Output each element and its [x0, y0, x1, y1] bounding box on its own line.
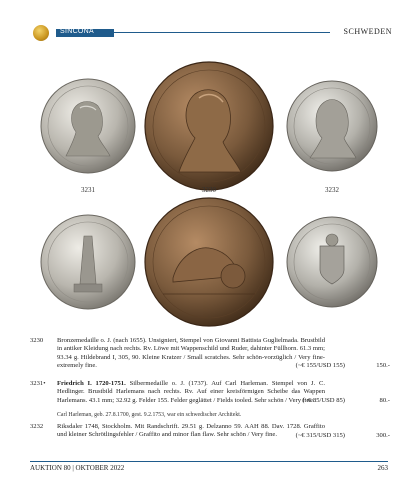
page-number: 263 — [377, 464, 388, 472]
coin-3232-reverse — [286, 216, 378, 308]
lot-ruler: Friedrich I. 1720-1751. — [57, 380, 126, 387]
lot-description: Bronzemedaille o. J. (nach 1655). Unsigniert, Stempel von Giovanni Battista Guglielmada. Brustbild in antiker Kleidung nach rechts. Rv. Löwe mit Wappenschild und Ruder, dahinter Füllhorn. 61.3 mm; 93.34 g. Hildebrand I, 305, 90. Kleine Kratzer / Small scratches. Sehr schön-vorzüglich / Very fine-extremely fine. — [57, 337, 325, 370]
lot-3232 — [30, 423, 390, 447]
coin-3231-reverse — [40, 214, 136, 310]
sincona-logo — [33, 25, 49, 41]
lot-note: Carl Harleman, geb. 27.8.1700, gest. 9.2.1753, war ein schwedischer Architekt. — [57, 412, 242, 418]
lot-estimate: (~€ 85/USD 85) — [302, 397, 345, 404]
lot-3230 — [30, 337, 390, 377]
coin-3232-obverse — [286, 80, 378, 172]
section-title: SCHWEDEN — [343, 27, 392, 36]
brand-name: SINCONA — [60, 28, 94, 35]
lot-price: 80.- — [379, 397, 390, 404]
coin-3230-obverse — [143, 60, 275, 192]
lot-price: 300.- — [376, 432, 390, 439]
coin-3230-reverse — [143, 196, 275, 328]
lot-description: Riksdaler 1748, Stockholm. Mit Randschrift. 29.51 g. Delzanno 59. AAH 88. Dav. 1728. Graffito und kleiner Schrötlingsfehler / Graffito and minor flan flaw. Sehr schön / Very fine. — [57, 423, 325, 439]
lot-description — [57, 380, 325, 405]
coin-label-3230: 3230 — [202, 186, 216, 194]
footer-auction: AUKTION 80 | OKTOBER 2022 — [30, 464, 125, 472]
coin-label-3231: 3231 — [81, 186, 95, 194]
lot-3231 — [30, 380, 390, 412]
header-rule — [114, 32, 330, 33]
lot-number: 3230 — [30, 337, 44, 344]
lot-number: 3232 — [30, 423, 44, 430]
coin-3231-obverse — [40, 78, 136, 174]
lot-description-text: Silbermedaille o. J. (1737). Auf Carl Harleman. Stempel von J. C. Hedlinger. Brustbild Harlemans nach rechts. Rv. Auf einer kreisförmigen Scheibe das Wappen Harlemans. 43.1 mm; 32.92 g. Felder 155. Felder geglättet / Fields tooled. Sehr schön / Very fine. — [57, 380, 325, 404]
lot-estimate: (~€ 155/USD 155) — [295, 362, 345, 369]
lot-price: 150.- — [376, 362, 390, 369]
footer-rule — [30, 461, 388, 462]
lot-estimate: (~€ 315/USD 315) — [295, 432, 345, 439]
brand-bar — [56, 29, 114, 37]
coin-label-3232: 3232 — [325, 186, 339, 194]
lot-number: 3231• — [30, 380, 46, 387]
